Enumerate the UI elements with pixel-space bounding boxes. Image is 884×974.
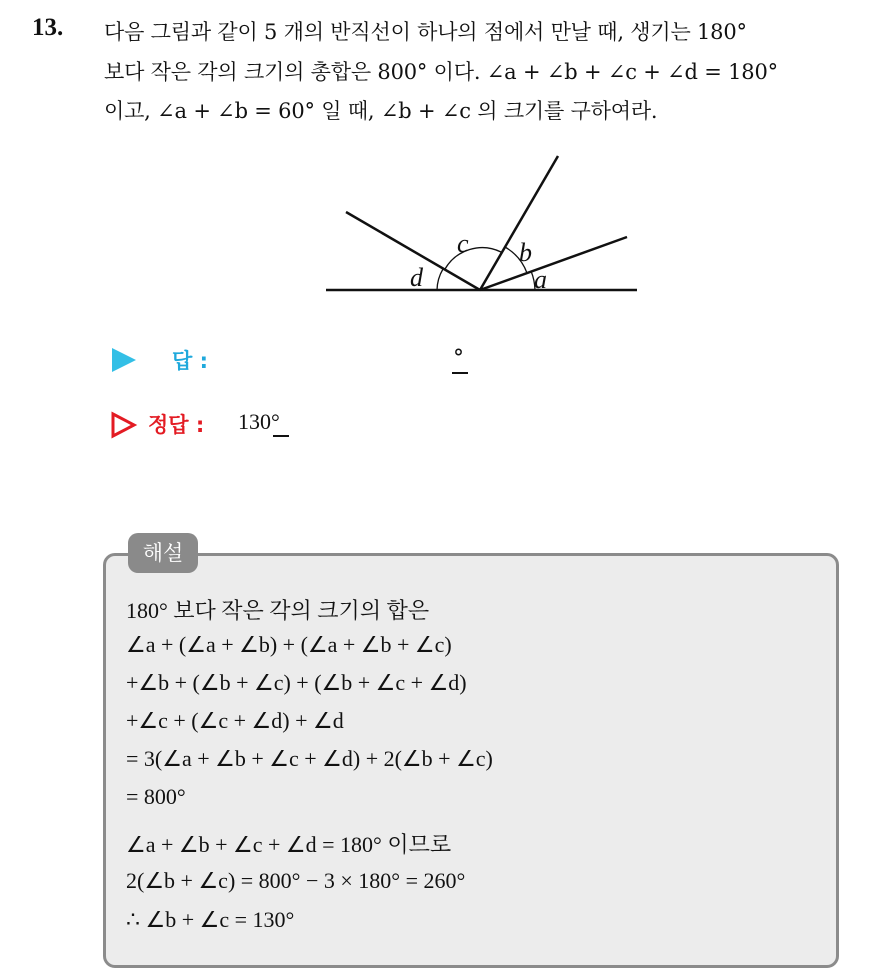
solution-line: ∴ ∠b + ∠c = 130° [126,907,295,932]
ray-figure [320,148,640,298]
correct-label: 정답 : [148,413,205,437]
solution-line: ∠a + ∠b + ∠c + ∠d = 180° 이므로 [126,832,452,857]
answer-arrow-icon [112,348,136,372]
label-a: a [534,265,547,294]
label-b: b [519,238,532,267]
solution-line: = 800° [126,784,186,809]
solution-line: +∠b + (∠b + ∠c) + (∠b + ∠c + ∠d) [126,670,467,695]
answer-underline [452,372,468,374]
question-line-3: 이고, ∠a + ∠b = 60° 일 때, ∠b + ∠c 의 크기를 구하여라. [104,99,658,123]
solution-line: +∠c + (∠c + ∠d) + ∠d [126,708,344,733]
solution-tab: 해설 [128,533,198,573]
ray-a [480,237,627,290]
label-c: c [457,229,469,258]
question-number: 13. [32,14,64,41]
solution-line: 2(∠b + ∠c) = 800° − 3 × 180° = 260° [126,868,466,893]
correct-value: 130° [238,409,280,434]
question-line-1: 다음 그림과 같이 5 개의 반직선이 하나의 점에서 만날 때, 생기는 180° [104,20,747,44]
solution-line: = 3(∠a + ∠b + ∠c + ∠d) + 2(∠b + ∠c) [126,746,493,771]
correct-arrow-icon [110,411,138,439]
question-line-2: 보다 작은 각의 크기의 총합은 800° 이다. ∠a + ∠b + ∠c + ∠d = 180° [104,60,778,84]
correct-underline [273,435,289,437]
answer-unit: ° [453,346,464,371]
answer-label: 답 : [172,349,208,373]
solution-line: ∠a + (∠a + ∠b) + (∠a + ∠b + ∠c) [126,632,452,657]
arc-d [437,269,443,290]
arc-c [445,248,501,269]
solution-line: 180° 보다 작은 각의 크기의 합은 [126,598,430,623]
label-d: d [410,263,423,292]
